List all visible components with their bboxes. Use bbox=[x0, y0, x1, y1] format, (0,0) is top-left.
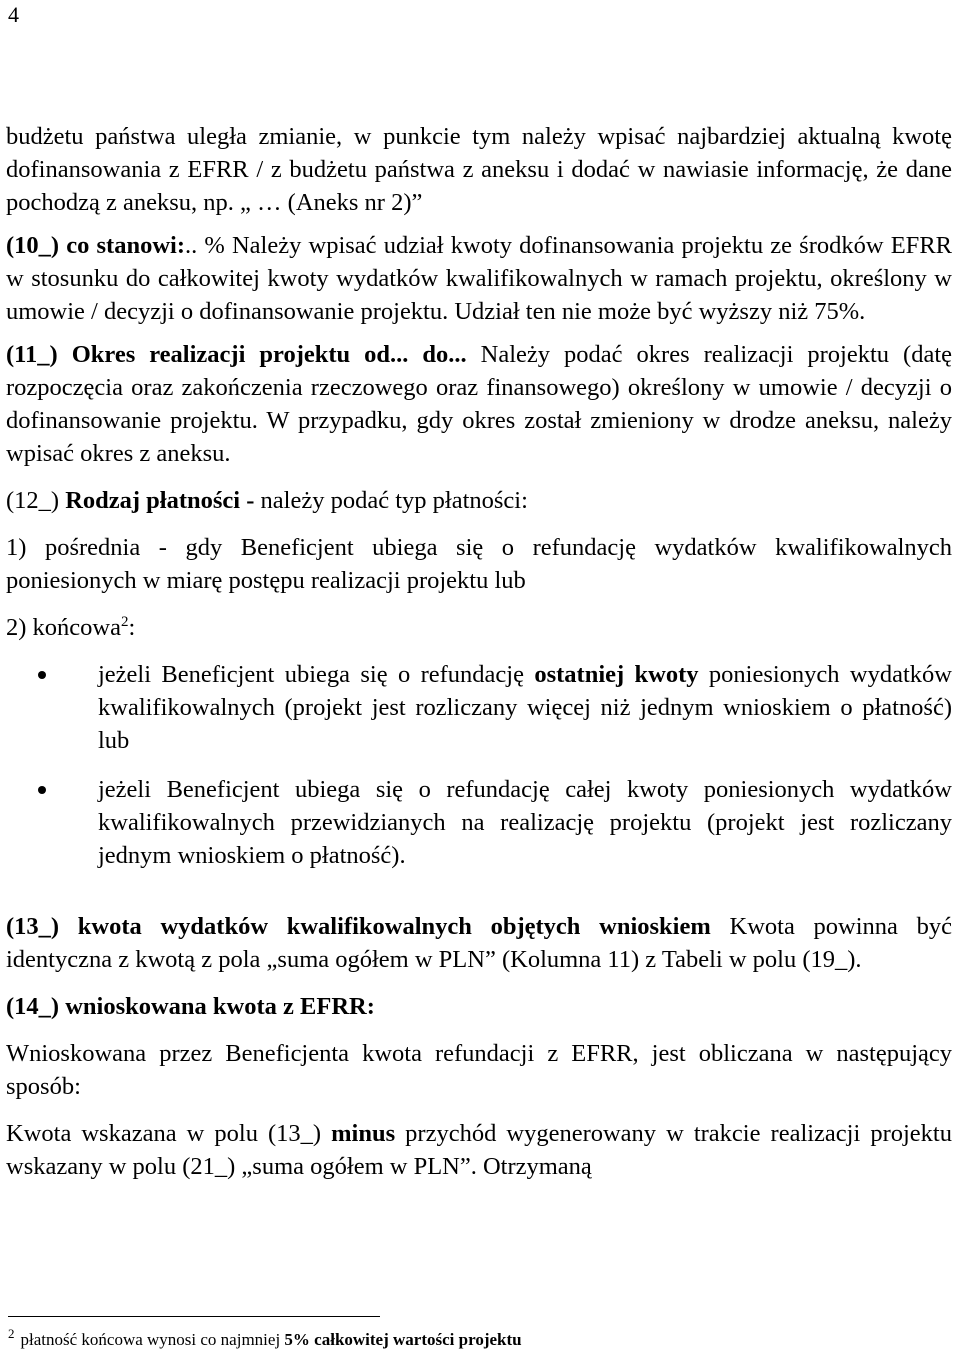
field-11-text: Należy podać okres realizacji projektu (datę rozpoczęcia oraz zakończenia rzeczowego oraz finansowego) określony w umowie / decyzji o dofinansowanie projektu. W przypadku, gdy okres został zmieniony w drodze aneksu, należy wpisać okres z aneksu. bbox=[6, 341, 952, 467]
footnote bbox=[8, 1328, 522, 1352]
paragraph-text: budżetu państwa uległa zmianie, w punkcie tym należy wpisać najbardziej aktualną kwotę dofinansowania z EFRR / z budżetu państwa z aneksu bbox=[6, 123, 952, 183]
payment-type-final-text: 2) końcowa bbox=[6, 614, 121, 641]
list-item-emphasis: ostatniej kwoty bbox=[534, 661, 699, 688]
footnote-mark: 2 bbox=[8, 1326, 15, 1341]
field-14-description: Wnioskowana przez Beneficjenta kwota refundacji z EFRR, jest obliczana w następujący sposób: bbox=[6, 1040, 952, 1100]
field-11-label: (11_) Okres realizacji projektu od... do... bbox=[6, 341, 467, 368]
field-13-text: Kwota powinna być identyczna z kwotą z pola „suma ogółem w PLN” (Kolumna 11) z Tabeli w polu (19_). bbox=[6, 913, 952, 973]
list-item-text: jeżeli Beneficjent ubiega się o refundację całej kwoty poniesionych wydatków kwalifikowalnych przewidzianych na realizację projektu (projekt jest rozliczany jednym wnioskiem o płatność). bbox=[98, 776, 952, 869]
list-item bbox=[98, 773, 952, 872]
formula-emphasis: minus bbox=[331, 1120, 396, 1147]
field-13-label: (13_) kwota wydatków kwalifikowalnych objętych wnioskiem bbox=[6, 913, 711, 940]
field-13-description bbox=[6, 910, 952, 976]
footnote-reference: 2 bbox=[120, 614, 129, 630]
field-11-description bbox=[6, 338, 952, 470]
payment-type-final bbox=[6, 611, 952, 644]
list-item bbox=[98, 658, 952, 757]
field-10-text: .. % Należy wpisać udział kwoty dofinansowania projektu ze środków EFRR w stosunku do całkowitej kwoty wydatków kwalifikowalnych w ramach projektu, określony w umowie / decyzji o dofinansowanie projektu. Udział ten nie może być wyższy niż 75%. bbox=[6, 232, 952, 325]
footnote-separator bbox=[8, 1316, 380, 1317]
footnote-text: płatność końcowa wynosi co najmniej bbox=[20, 1330, 285, 1349]
paragraph-text: i dodać w nawiasie informację, że dane pochodzą z aneksu, np. „ … (Aneks nr 2)” bbox=[6, 156, 952, 216]
field-12-description bbox=[6, 484, 952, 517]
field-12-text: należy podać typ płatności: bbox=[254, 487, 528, 514]
list-item-text: poniesionych wydatków kwalifikowalnych (projekt jest rozliczany więcej niż jednym wnioskiem o płatność) lub bbox=[98, 661, 952, 754]
field-10-description bbox=[6, 229, 952, 328]
field-14-heading bbox=[6, 990, 952, 1023]
payment-type-intermediate: 1) pośrednia - gdy Beneficjent ubiega się o refundację wydatków kwalifikowalnych poniesionych w miarę postępu realizacji projektu lub bbox=[6, 534, 952, 594]
paragraph-continuation bbox=[6, 120, 952, 219]
field-12-prefix: (12_) bbox=[6, 487, 66, 514]
field-14-formula bbox=[6, 1117, 952, 1183]
page-number: 4 bbox=[8, 2, 19, 27]
document-body bbox=[6, 120, 952, 1183]
field-14-label: (14_) wnioskowana kwota z EFRR: bbox=[6, 993, 375, 1020]
bullet-icon bbox=[38, 786, 46, 794]
payment-type-final-colon: : bbox=[128, 614, 136, 641]
bullet-icon bbox=[38, 671, 46, 679]
footnote-emphasis: 5% całkowitej wartości projektu bbox=[284, 1330, 522, 1349]
formula-text: przychód wygenerowany w trakcie realizacji projektu wskazany w polu (21_) „suma ogółem w PLN”. Otrzymaną bbox=[6, 1120, 952, 1180]
formula-text: Kwota wskazana w polu (13_) bbox=[6, 1120, 332, 1147]
field-10-label: (10_) co stanowi: bbox=[6, 232, 185, 259]
final-payment-conditions-list bbox=[6, 658, 952, 872]
field-12-label: Rodzaj płatności - bbox=[65, 487, 255, 514]
list-item-text: jeżeli Beneficjent ubiega się o refundację bbox=[98, 661, 535, 688]
